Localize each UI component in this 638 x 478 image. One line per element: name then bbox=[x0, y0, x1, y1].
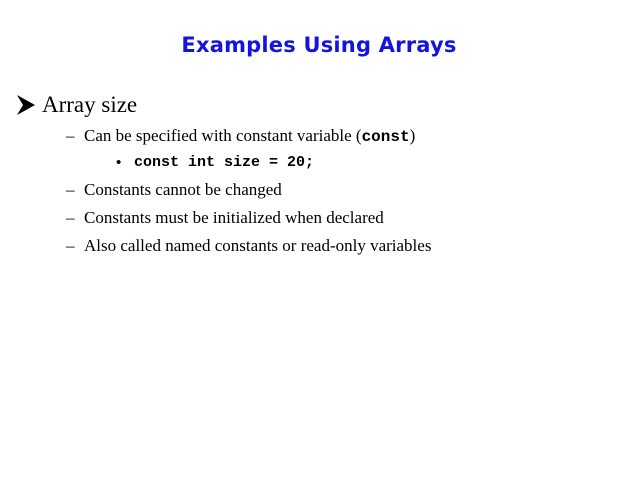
sub-item-text: Can be specified with constant variable ( bbox=[84, 126, 362, 145]
sub-item-initialized bbox=[66, 207, 384, 229]
sub-item-text: Also called named constants or read-only variables bbox=[84, 236, 432, 255]
dash-marker: – bbox=[66, 180, 75, 199]
sub-item-cannot-change bbox=[66, 179, 282, 201]
code-example-item bbox=[116, 152, 315, 174]
dot-marker: • bbox=[116, 154, 122, 171]
code-example-text: const int size = 20; bbox=[134, 154, 315, 171]
dash-marker: – bbox=[66, 126, 75, 145]
bullet-array-size bbox=[15, 90, 137, 120]
slide-title: Examples Using Arrays bbox=[181, 33, 457, 57]
bullet-label: Array size bbox=[42, 92, 138, 117]
sub-item-text: Constants must be initialized when declared bbox=[84, 208, 384, 227]
code-keyword: const bbox=[361, 128, 410, 146]
dash-marker: – bbox=[66, 208, 75, 227]
sub-item-suffix: ) bbox=[409, 126, 416, 145]
sub-item-named-constants bbox=[66, 235, 432, 257]
arrow-bullet-icon bbox=[15, 93, 37, 117]
dash-marker: – bbox=[66, 236, 75, 255]
sub-item-text: Constants cannot be changed bbox=[84, 180, 282, 199]
sub-item-const bbox=[66, 125, 416, 148]
